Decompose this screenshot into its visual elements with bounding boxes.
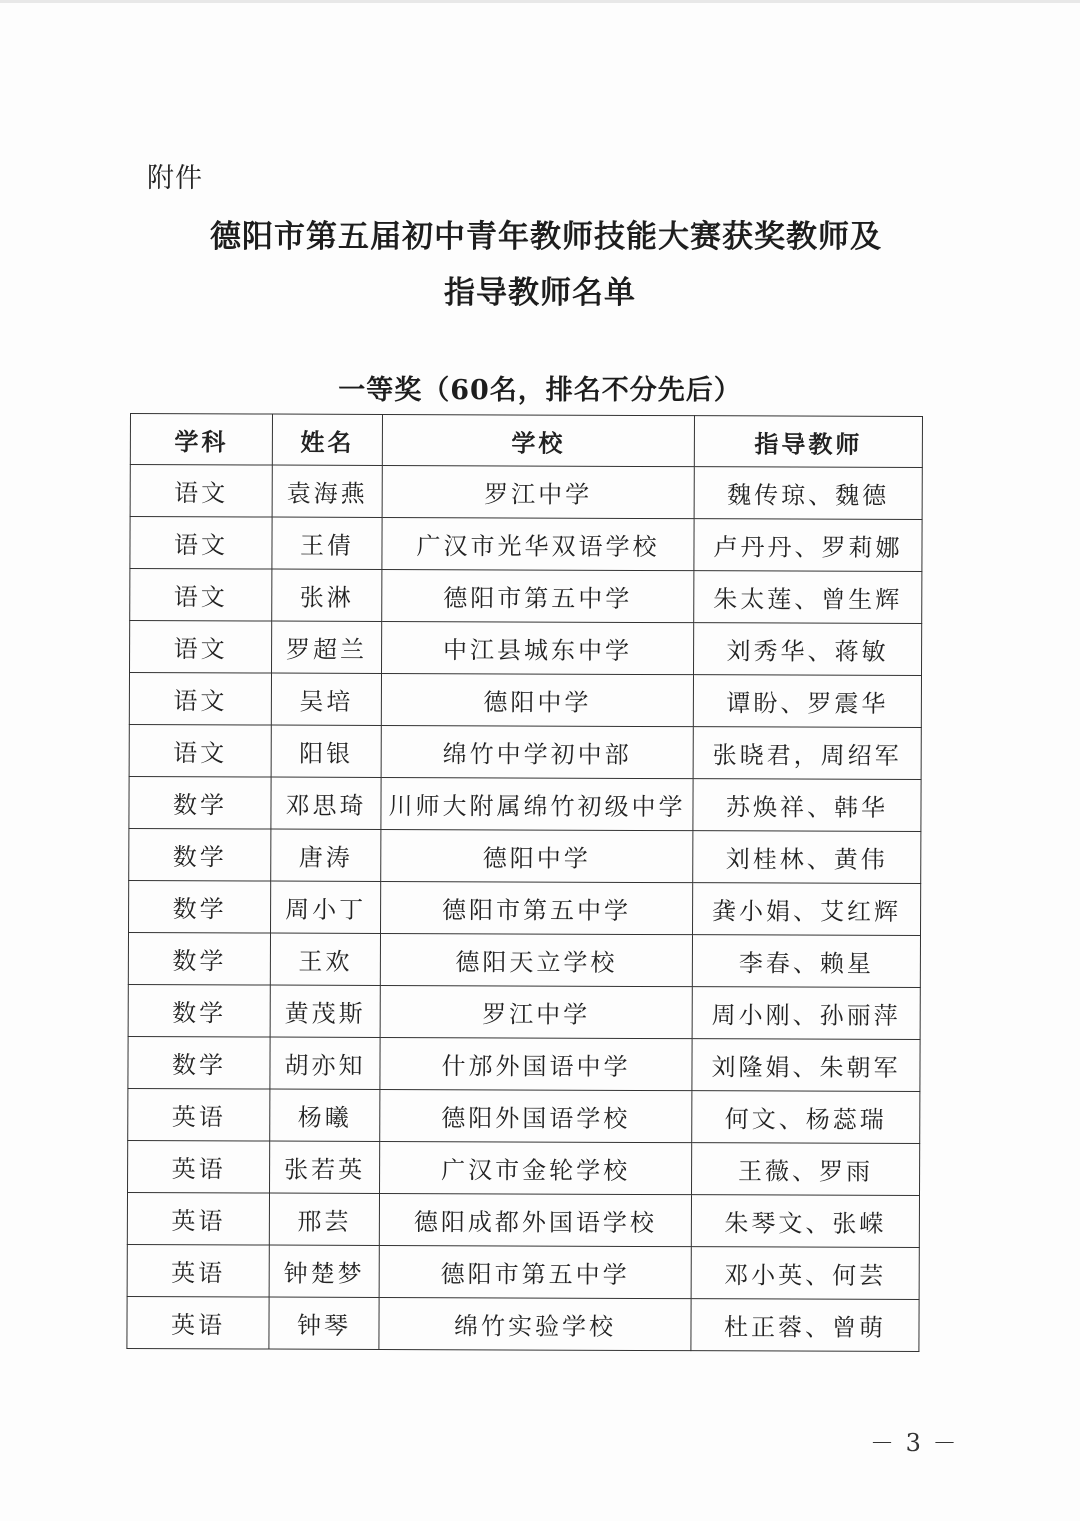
cell-school: 罗江中学 (382, 465, 694, 518)
cell-name: 邢芸 (269, 1193, 379, 1245)
cell-school: 德阳天立学校 (380, 933, 692, 986)
table-row (127, 1192, 919, 1247)
table-row (128, 984, 920, 1039)
table-row (130, 465, 922, 520)
cell-advisor: 苏焕祥、韩华 (693, 779, 921, 832)
cell-school: 绵竹中学初中部 (381, 725, 693, 778)
table-row (127, 1296, 919, 1351)
header-advisor: 指导教师 (694, 416, 922, 468)
header-name: 姓名 (272, 414, 382, 465)
cell-school: 德阳中学 (381, 673, 693, 726)
cell-name: 王倩 (272, 517, 382, 569)
cell-name: 袁海燕 (272, 465, 382, 517)
cell-name: 阳银 (271, 725, 381, 777)
cell-advisor: 周小刚、孙丽萍 (692, 987, 920, 1040)
table-row (129, 828, 921, 883)
cell-school: 德阳市第五中学 (382, 569, 694, 622)
cell-subject: 数学 (129, 828, 271, 881)
cell-school: 什邡外国语中学 (380, 1037, 692, 1090)
cell-subject: 英语 (127, 1192, 269, 1245)
cell-advisor: 谭盼、罗震华 (693, 675, 921, 728)
winners-table (126, 413, 923, 1352)
cell-advisor: 何文、杨蕊瑞 (692, 1091, 920, 1144)
cell-advisor: 魏传琼、魏德 (694, 467, 922, 520)
table-row (129, 776, 921, 831)
cell-advisor: 李春、赖星 (692, 935, 920, 988)
cell-school: 德阳中学 (381, 829, 693, 882)
table-row (129, 673, 921, 728)
document-title-line-2: 指导教师名单 (444, 275, 636, 311)
table-row (128, 1140, 920, 1195)
cell-subject: 语文 (130, 569, 272, 622)
cell-name: 杨曦 (270, 1089, 380, 1141)
page-top-edge (0, 0, 1080, 3)
cell-advisor: 刘隆娟、朱朝军 (692, 1039, 920, 1092)
cell-advisor: 卢丹丹、罗莉娜 (694, 519, 922, 572)
cell-subject: 数学 (128, 984, 270, 1037)
attachment-label: 附件 (147, 163, 203, 194)
table-row (129, 880, 921, 935)
table-header-row (130, 414, 922, 468)
cell-school: 中江县城东中学 (382, 621, 694, 674)
cell-name: 钟琴 (269, 1297, 379, 1349)
table-row (128, 1036, 920, 1091)
table-row (127, 1244, 919, 1299)
cell-subject: 语文 (130, 621, 272, 674)
table-row (128, 1088, 920, 1143)
cell-name: 周小丁 (271, 881, 381, 933)
cell-advisor: 张晓君，周绍军 (693, 727, 921, 780)
cell-subject: 英语 (128, 1140, 270, 1193)
cell-advisor: 刘桂林、黄伟 (693, 831, 921, 884)
cell-subject: 英语 (127, 1296, 269, 1349)
cell-school: 德阳市第五中学 (381, 881, 693, 934)
cell-advisor: 朱太莲、曾生辉 (694, 571, 922, 624)
cell-subject: 语文 (130, 465, 272, 518)
header-subject: 学科 (130, 414, 272, 466)
cell-school: 川师大附属绵竹初级中学 (381, 777, 693, 830)
cell-name: 钟楚梦 (269, 1245, 379, 1297)
award-heading: 一等奖（60名，排名不分先后） (338, 375, 742, 406)
table-row (129, 724, 921, 779)
cell-school: 广汉市金轮学校 (380, 1141, 692, 1194)
table-row (128, 932, 920, 987)
table-row (130, 517, 922, 572)
cell-advisor: 龚小娟、艾红辉 (693, 883, 921, 936)
cell-school: 德阳成都外国语学校 (379, 1193, 691, 1246)
cell-name: 张淋 (272, 569, 382, 621)
cell-subject: 数学 (129, 776, 271, 829)
cell-subject: 数学 (128, 932, 270, 985)
cell-school: 广汉市光华双语学校 (382, 517, 694, 570)
cell-name: 唐涛 (271, 829, 381, 881)
cell-subject: 语文 (129, 673, 271, 726)
cell-school: 德阳外国语学校 (380, 1089, 692, 1142)
document-title-line-1: 德阳市第五届初中青年教师技能大赛获奖教师及 (210, 219, 882, 255)
cell-subject: 英语 (128, 1088, 270, 1141)
cell-name: 邓思琦 (271, 777, 381, 829)
table-row (130, 569, 922, 624)
cell-advisor: 朱琴文、张嵘 (691, 1195, 919, 1248)
cell-subject: 语文 (129, 724, 271, 777)
cell-advisor: 刘秀华、蒋敏 (693, 623, 921, 676)
page-number: － 3 － (870, 1429, 959, 1457)
cell-name: 吴培 (271, 673, 381, 725)
cell-name: 张若英 (270, 1141, 380, 1193)
cell-name: 王欢 (270, 933, 380, 985)
cell-advisor: 邓小英、何芸 (691, 1247, 919, 1300)
cell-subject: 数学 (128, 1036, 270, 1089)
cell-advisor: 杜正蓉、曾萌 (691, 1299, 919, 1352)
cell-name: 胡亦知 (270, 1037, 380, 1089)
cell-school: 德阳市第五中学 (379, 1245, 691, 1298)
cell-advisor: 王薇、罗雨 (692, 1143, 920, 1196)
header-school: 学校 (382, 414, 694, 466)
table-row (130, 621, 922, 676)
cell-subject: 英语 (127, 1244, 269, 1297)
cell-name: 罗超兰 (272, 621, 382, 673)
cell-school: 绵竹实验学校 (379, 1297, 691, 1350)
cell-subject: 语文 (130, 517, 272, 570)
cell-subject: 数学 (129, 880, 271, 933)
cell-name: 黄茂斯 (270, 985, 380, 1037)
cell-school: 罗江中学 (380, 985, 692, 1038)
